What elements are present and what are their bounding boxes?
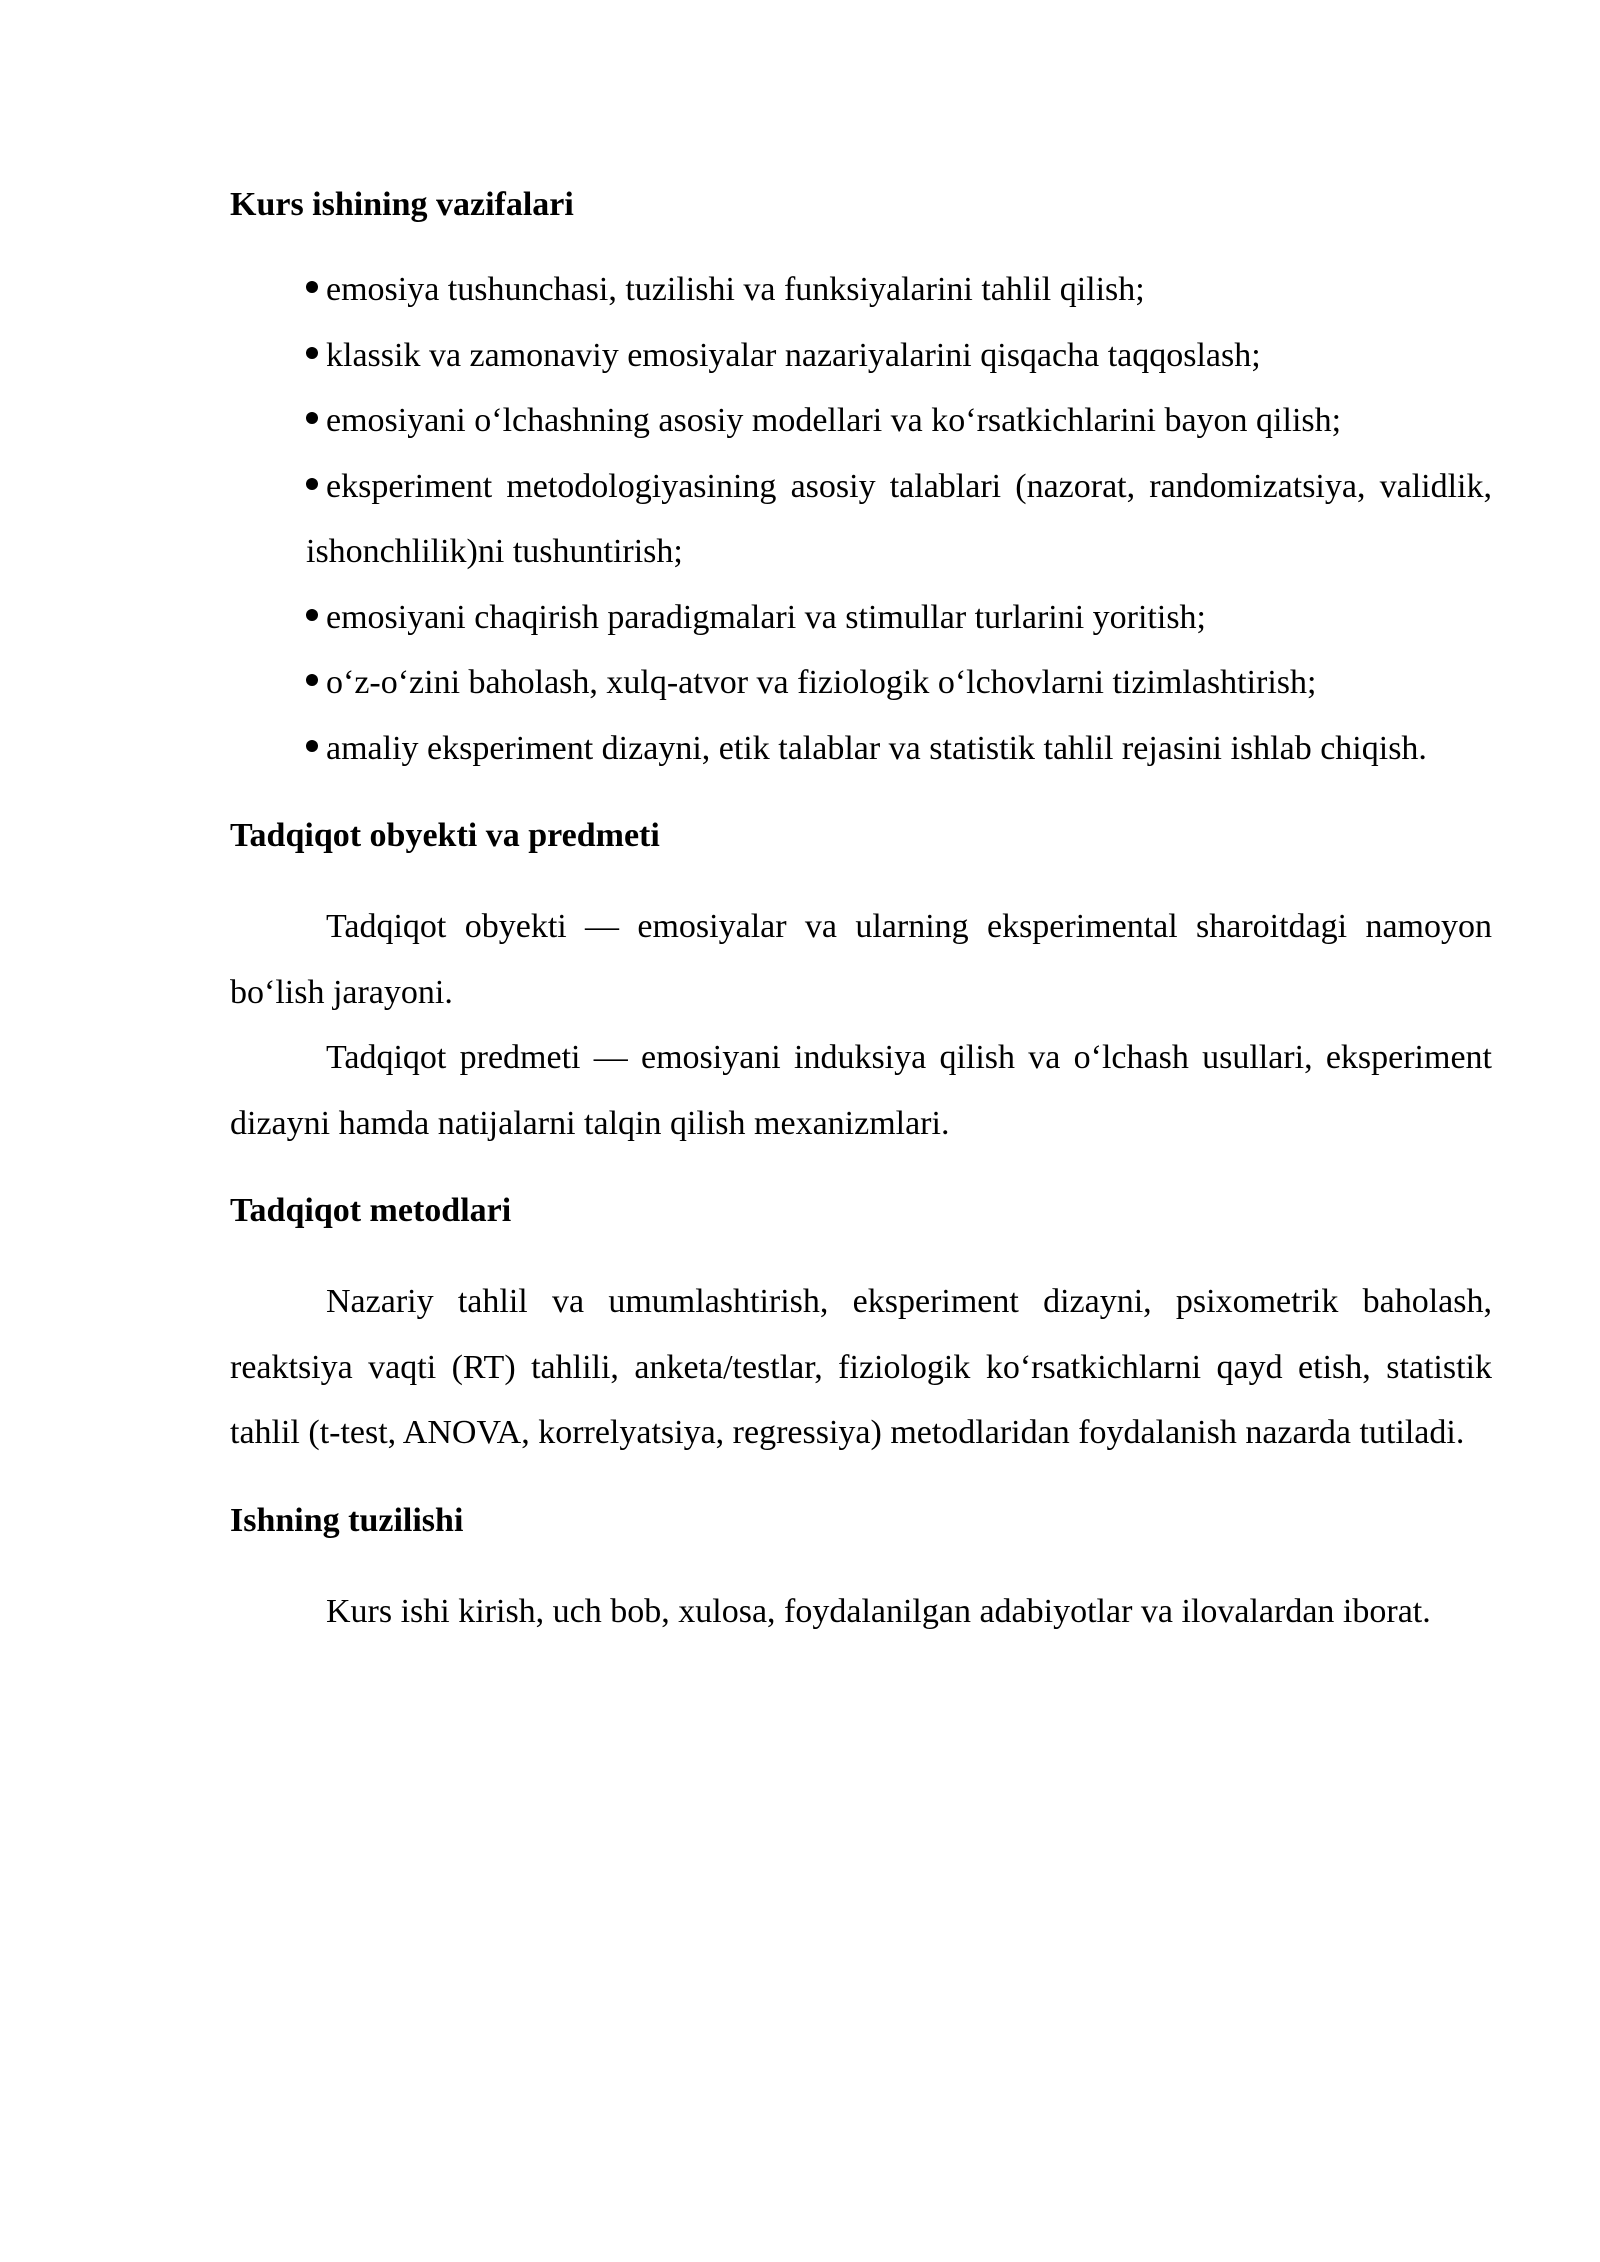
list-item-text: eksperiment metodologiyasining asosiy talablari (nazorat, randomizatsiya, validlik, ishonchlilik)ni tushuntirish;: [306, 467, 1492, 570]
list-item: [306, 257, 1492, 323]
list-item-text: klassik va zamonaviy emosiyalar nazariyalarini qisqacha taqqoslash;: [326, 336, 1261, 374]
list-item-text: emosiyani chaqirish paradigmalari va stimullar turlarini yoritish;: [326, 598, 1206, 636]
bullet-icon: [306, 609, 318, 621]
list-item-text: emosiyani o‘lchashning asosiy modellari va ko‘rsatkichlarini bayon qilish;: [326, 402, 1342, 439]
heading-structure: Ishning tuzilishi: [230, 1501, 464, 1539]
list-item: [306, 388, 1492, 454]
bullet-icon: [306, 347, 318, 359]
list-item: [306, 650, 1492, 716]
bullet-icon: [306, 478, 318, 490]
list-item: [306, 585, 1492, 651]
paragraph-methods: Nazariy tahlil va umumlashtirish, eksperiment dizayni, psixometrik baholash, reaktsiya vaqti (RT) tahlili, anketa/testlar, fiziologik ko‘rsatkichlarni qayd etish, statistik tahlil (t-test, ANOVA, korrelyatsiya, regressiya) metodlaridan foydalanish nazarda tutiladi.: [230, 1283, 1492, 1451]
list-item-text: emosiya tushunchasi, tuzilishi va funksiyalarini tahlil qilish;: [326, 271, 1145, 308]
list-item-text: amaliy eksperiment dizayni, etik talablar va statistik tahlil rejasini ishlab chiqish.: [326, 729, 1427, 767]
list-item-text: o‘z-o‘zini baholash, xulq-atvor va fiziologik o‘lchovlarni tizimlashtirish;: [326, 664, 1317, 701]
paragraph-subject: Tadqiqot predmeti — emosiyani induksiya qilish va o‘lchash usullari, eksperiment dizayni hamda natijalarni talqin qilish mexanizmlari.: [230, 1039, 1492, 1142]
list-item: [306, 716, 1492, 782]
paragraph-object: Tadqiqot obyekti — emosiyalar va ularning eksperimental sharoitdagi namoyon bo‘lish jarayoni.: [230, 908, 1492, 1011]
bullet-icon: [306, 412, 318, 424]
paragraph-structure: Kurs ishi kirish, uch bob, xulosa, foydalanilgan adabiyotlar va ilovalardan iborat.: [326, 1592, 1431, 1630]
document-page: [230, 185, 1492, 1644]
list-item: [306, 454, 1492, 585]
tasks-list: [230, 257, 1492, 781]
heading-tasks: Kurs ishining vazifalari: [230, 186, 574, 223]
bullet-icon: [306, 740, 318, 752]
bullet-icon: [306, 674, 318, 686]
heading-object-subject: Tadqiqot obyekti va predmeti: [230, 817, 660, 854]
list-item: [306, 323, 1492, 389]
heading-methods: Tadqiqot metodlari: [230, 1192, 512, 1229]
bullet-icon: [306, 281, 318, 293]
